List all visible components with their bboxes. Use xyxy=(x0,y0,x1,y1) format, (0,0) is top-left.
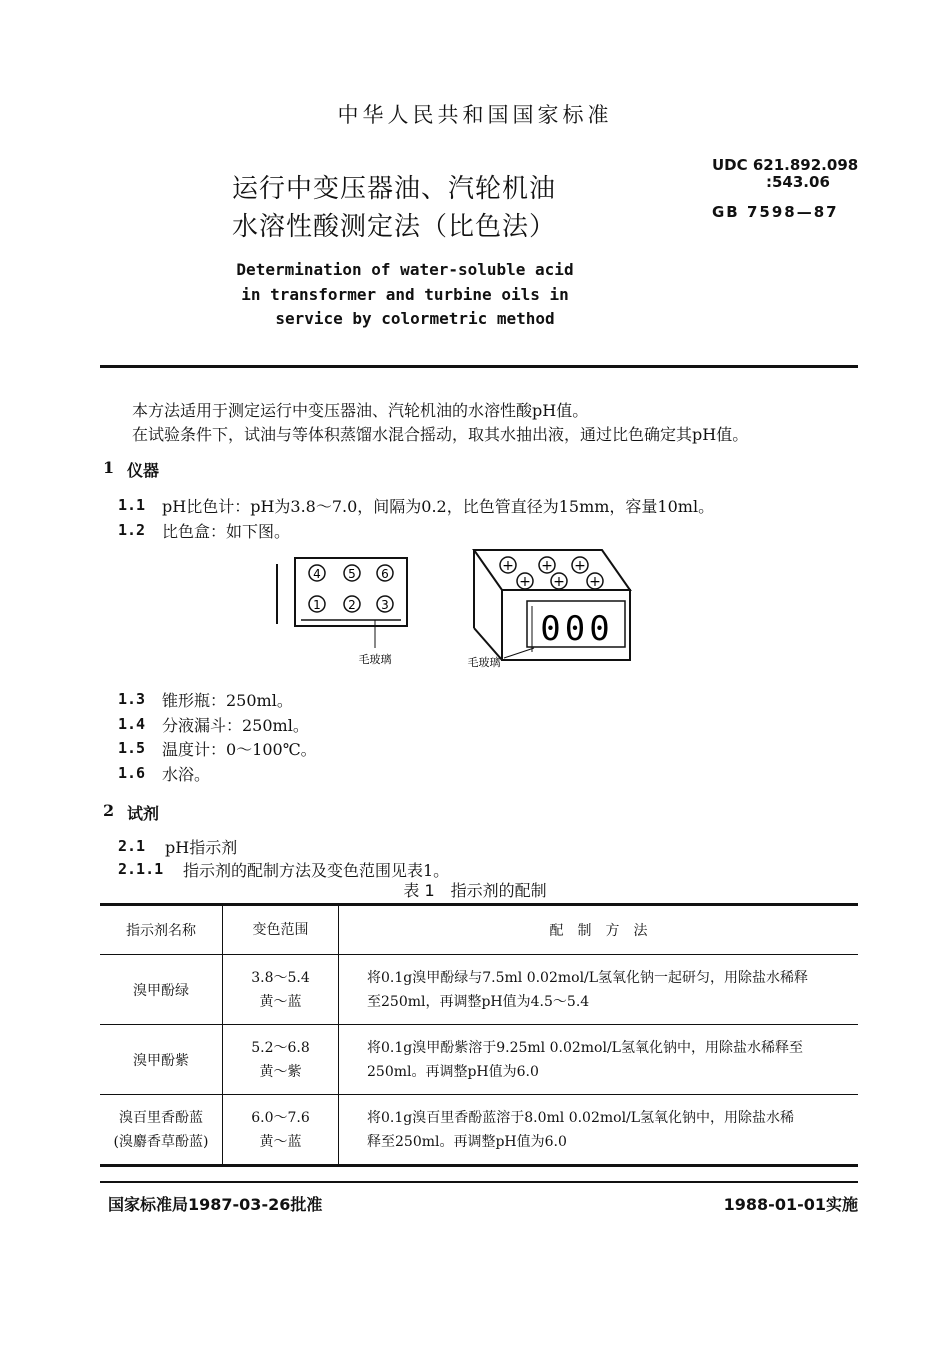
udc-code: UDC 621.892.098 xyxy=(712,156,859,174)
section-2-title: 试剂 xyxy=(127,804,160,823)
item-2-1-number: 2.1 xyxy=(118,837,146,855)
item-2-1-1-number: 2.1.1 xyxy=(118,860,164,878)
col-header-range: 变色范围 xyxy=(223,905,339,955)
item-1-1-text: pH比色计：pH为3.8～7.0，间隔为0.2，比色管直径为15mm，容量10ml。 xyxy=(162,497,715,516)
cell-name: 溴百里香酚蓝 (溴麝香草酚蓝) xyxy=(100,1095,223,1166)
item-1-5-number: 1.5 xyxy=(118,739,146,757)
english-title-line-3: service by colormetric method xyxy=(275,309,555,328)
tube-label: 1 xyxy=(313,598,321,612)
table-row xyxy=(100,1025,858,1095)
tube-label: 6 xyxy=(381,567,389,581)
tube-label: 2 xyxy=(348,598,356,612)
col-header-name: 指示剂名称 xyxy=(100,905,223,955)
gb-number: GB 7598—87 xyxy=(712,203,839,221)
col-header-method: 配 制 方 法 xyxy=(339,905,859,955)
title-line-2: 水溶性酸测定法（比色法） xyxy=(232,212,557,242)
tube-label: 5 xyxy=(348,567,356,581)
cell-method: 将0.1g溴百里香酚蓝溶于8.0ml 0.02mol/L氢氧化钠中，用除盐水稀 释至250ml。再调整pH值为6.0 xyxy=(339,1095,859,1166)
implementation-date: 1988-01-01实施 xyxy=(723,1195,858,1214)
indicator-table xyxy=(100,903,858,1167)
cell-method: 将0.1g溴甲酚紫溶于9.25ml 0.02mol/L氢氧化钠中，用除盐水稀释至 250ml。再调整pH值为6.0 xyxy=(339,1025,859,1095)
title-line-1: 运行中变压器油、汽轮机油 xyxy=(232,174,557,204)
cell-name: 溴甲酚紫 xyxy=(100,1025,223,1095)
item-2-1-text: pH指示剂 xyxy=(165,838,238,857)
table-header-row xyxy=(100,905,858,955)
approval-date: 国家标准局1987-03-26批准 xyxy=(108,1195,323,1214)
udc-code-cont: :543.06 xyxy=(766,173,830,191)
svg-text:+: + xyxy=(553,574,565,590)
table-row xyxy=(100,1095,858,1166)
english-title-line-1: Determination of water-soluble acid xyxy=(236,260,574,279)
document-header: 中华人民共和国国家标准 xyxy=(337,103,613,127)
svg-text:+: + xyxy=(589,574,601,590)
item-1-6-number: 1.6 xyxy=(118,764,146,782)
colorimeter-box-perspective-view xyxy=(462,544,642,674)
cell-range: 6.0～7.6 黄～蓝 xyxy=(223,1095,339,1166)
tube-label: 4 xyxy=(313,567,321,581)
cell-range: 3.8～5.4 黄～蓝 xyxy=(223,955,339,1025)
table-row xyxy=(100,955,858,1025)
item-1-5-text: 温度计：0～100℃。 xyxy=(162,740,317,759)
item-1-4-text: 分液漏斗：250ml。 xyxy=(162,716,309,735)
cell-range: 5.2～6.8 黄～紫 xyxy=(223,1025,339,1095)
svg-text:+: + xyxy=(502,558,514,574)
item-1-1-number: 1.1 xyxy=(118,496,146,514)
colorimeter-box-front-view xyxy=(268,556,418,676)
header-divider xyxy=(100,365,858,368)
item-1-4-number: 1.4 xyxy=(118,715,146,733)
table-caption: 表 1 指示剂的配制 xyxy=(403,881,547,900)
frosted-glass-label-left: 毛玻璃 xyxy=(358,653,392,666)
svg-text:+: + xyxy=(541,558,553,574)
display-digits: 000 xyxy=(540,609,614,649)
svg-text:+: + xyxy=(574,558,586,574)
section-1-title: 仪器 xyxy=(127,461,160,480)
cell-name: 溴甲酚绿 xyxy=(100,955,223,1025)
section-2-number: 2 xyxy=(103,801,115,820)
tube-label: 3 xyxy=(381,598,389,612)
svg-text:+: + xyxy=(519,574,531,590)
cell-method: 将0.1g溴甲酚绿与7.5ml 0.02mol/L氢氧化钠一起研匀，用除盐水稀释 至250ml，再调整pH值为4.5～5.4 xyxy=(339,955,859,1025)
intro-paragraph-2: 在试验条件下，试油与等体积蒸馏水混合摇动，取其水抽出液，通过比色确定其pH值。 xyxy=(132,425,749,444)
item-1-2-text: 比色盒：如下图。 xyxy=(162,522,291,541)
item-2-1-1-text: 指示剂的配制方法及变色范围见表1。 xyxy=(183,861,450,880)
item-1-6-text: 水浴。 xyxy=(162,765,211,784)
item-1-2-number: 1.2 xyxy=(118,521,146,539)
english-title-line-2: in transformer and turbine oils in xyxy=(241,285,569,304)
section-1-number: 1 xyxy=(103,458,115,477)
intro-paragraph-1: 本方法适用于测定运行中变压器油、汽轮机油的水溶性酸pH值。 xyxy=(132,401,589,420)
item-1-3-text: 锥形瓶：250ml。 xyxy=(162,691,293,710)
frosted-glass-label-right: 毛玻璃 xyxy=(467,656,501,669)
footer-divider xyxy=(100,1181,858,1183)
item-1-3-number: 1.3 xyxy=(118,690,146,708)
